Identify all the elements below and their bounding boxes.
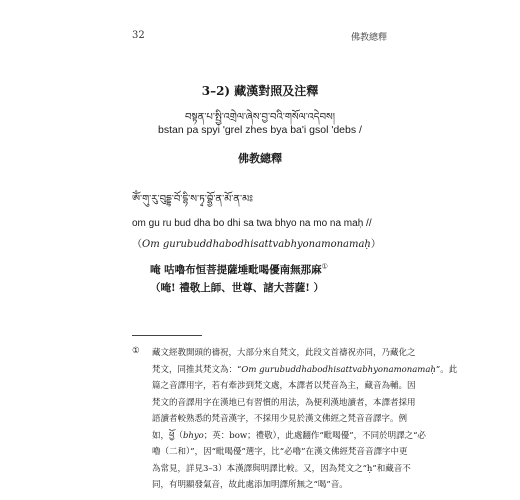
footnote-text: ”。此 <box>435 364 458 375</box>
mantra-transliteration: om gu ru bud dha bo dhi sa twa bhyo na mo na maḥ // <box>132 218 372 229</box>
sanskrit-close-paren: ） <box>370 239 381 250</box>
page-number: 32 <box>132 30 145 41</box>
footnote-text: 梵文，同推其梵文為：“ <box>152 364 242 375</box>
footnote-text: 語讀者較熟悉的梵音漢字，不採用少見於漢文佛經之梵音音譯字。例 <box>152 414 408 424</box>
footnote-text: 梵文的音譯用字在漢地已有習慣的用法，為便利漢地讀者，本譯者採用 <box>152 397 416 408</box>
footnote-text: 為常見，詳見3–3）本漢譯與明譯比較。又，因為梵文之“ḥ”和藏音不 <box>152 463 411 474</box>
tibetan-mantra: ཨོཾ་གུ་རུ་བུདྡྷ་བོ་དྷི་ས་ཏྭ་བྷྱོ་ན་མོ་ན་མཿ <box>132 194 253 205</box>
mantra-chinese <box>150 262 328 277</box>
footnote-italic-text: Om gurubuddhabodhisattvabhyonamonamaḥ <box>241 364 436 375</box>
footnote-text: 同，有明顯發氣音，故此處添加明譯所無之“喝”音。 <box>152 480 348 490</box>
footnote-reference[interactable]: ① <box>321 262 328 271</box>
footnote-text: 藏文經教開頭的禱祝，大部分來自梵文，此段文首禱祝亦同，乃藏化之 <box>152 348 416 358</box>
footnote-text: 篇之音譯用字，若有牽涉到梵文處，本譯者以梵音為主，藏音為輔。因 <box>152 381 416 391</box>
footnote-text: ；英：bow；禮敬），此處翻作“毗喝優”，不同於明譯之“必 <box>203 430 426 441</box>
footnote-line <box>152 444 408 461</box>
chinese-title: 佛教總釋 <box>238 152 282 165</box>
footnote-line <box>152 428 426 445</box>
footnote-divider <box>132 335 202 336</box>
tibetan-title: བསྟན་པ་སྤྱི་འགྲེལ་ཞེས་བྱ་བའི་གསོལ་འདེབས། <box>185 112 335 123</box>
mantra-chinese-text: 唵 咕嚕布恒菩提薩埵毗喝優南無那麻 <box>150 264 322 276</box>
footnote-line <box>152 345 416 362</box>
footnote-line <box>152 411 408 428</box>
footnote-line <box>152 395 416 412</box>
footnote-line <box>152 461 411 478</box>
footnote-italic-text: bhyo <box>182 430 204 441</box>
footnote-line <box>152 378 416 395</box>
footnote-body <box>152 345 458 494</box>
sanskrit-text: Om gurubuddhabodhisattvabhyonamonamaḥ <box>142 239 371 250</box>
footnote-text: 如，ཕྱོ（ <box>152 430 183 441</box>
footnote-marker: ① <box>132 346 140 356</box>
sanskrit-open-paren: （ <box>132 239 142 250</box>
running-title: 佛教總釋 <box>350 33 387 43</box>
footnote-line <box>152 362 458 379</box>
mantra-meaning: （唵! 禮敬上師、世尊、諸大菩薩! ） <box>150 282 325 294</box>
footnote-text: 嚕（二和）”，因“毗喝優”選字，比“必嚕”在漢文佛經梵音音譯字中更 <box>152 447 408 457</box>
mantra-sanskrit <box>132 235 381 250</box>
section-title: 3–2) 藏漢對照及注釋 <box>201 84 319 98</box>
footnote-line <box>152 477 392 494</box>
title-transliteration: bstan pa spyi 'grel zhes bya ba'i gsol 'debs / <box>158 124 362 136</box>
